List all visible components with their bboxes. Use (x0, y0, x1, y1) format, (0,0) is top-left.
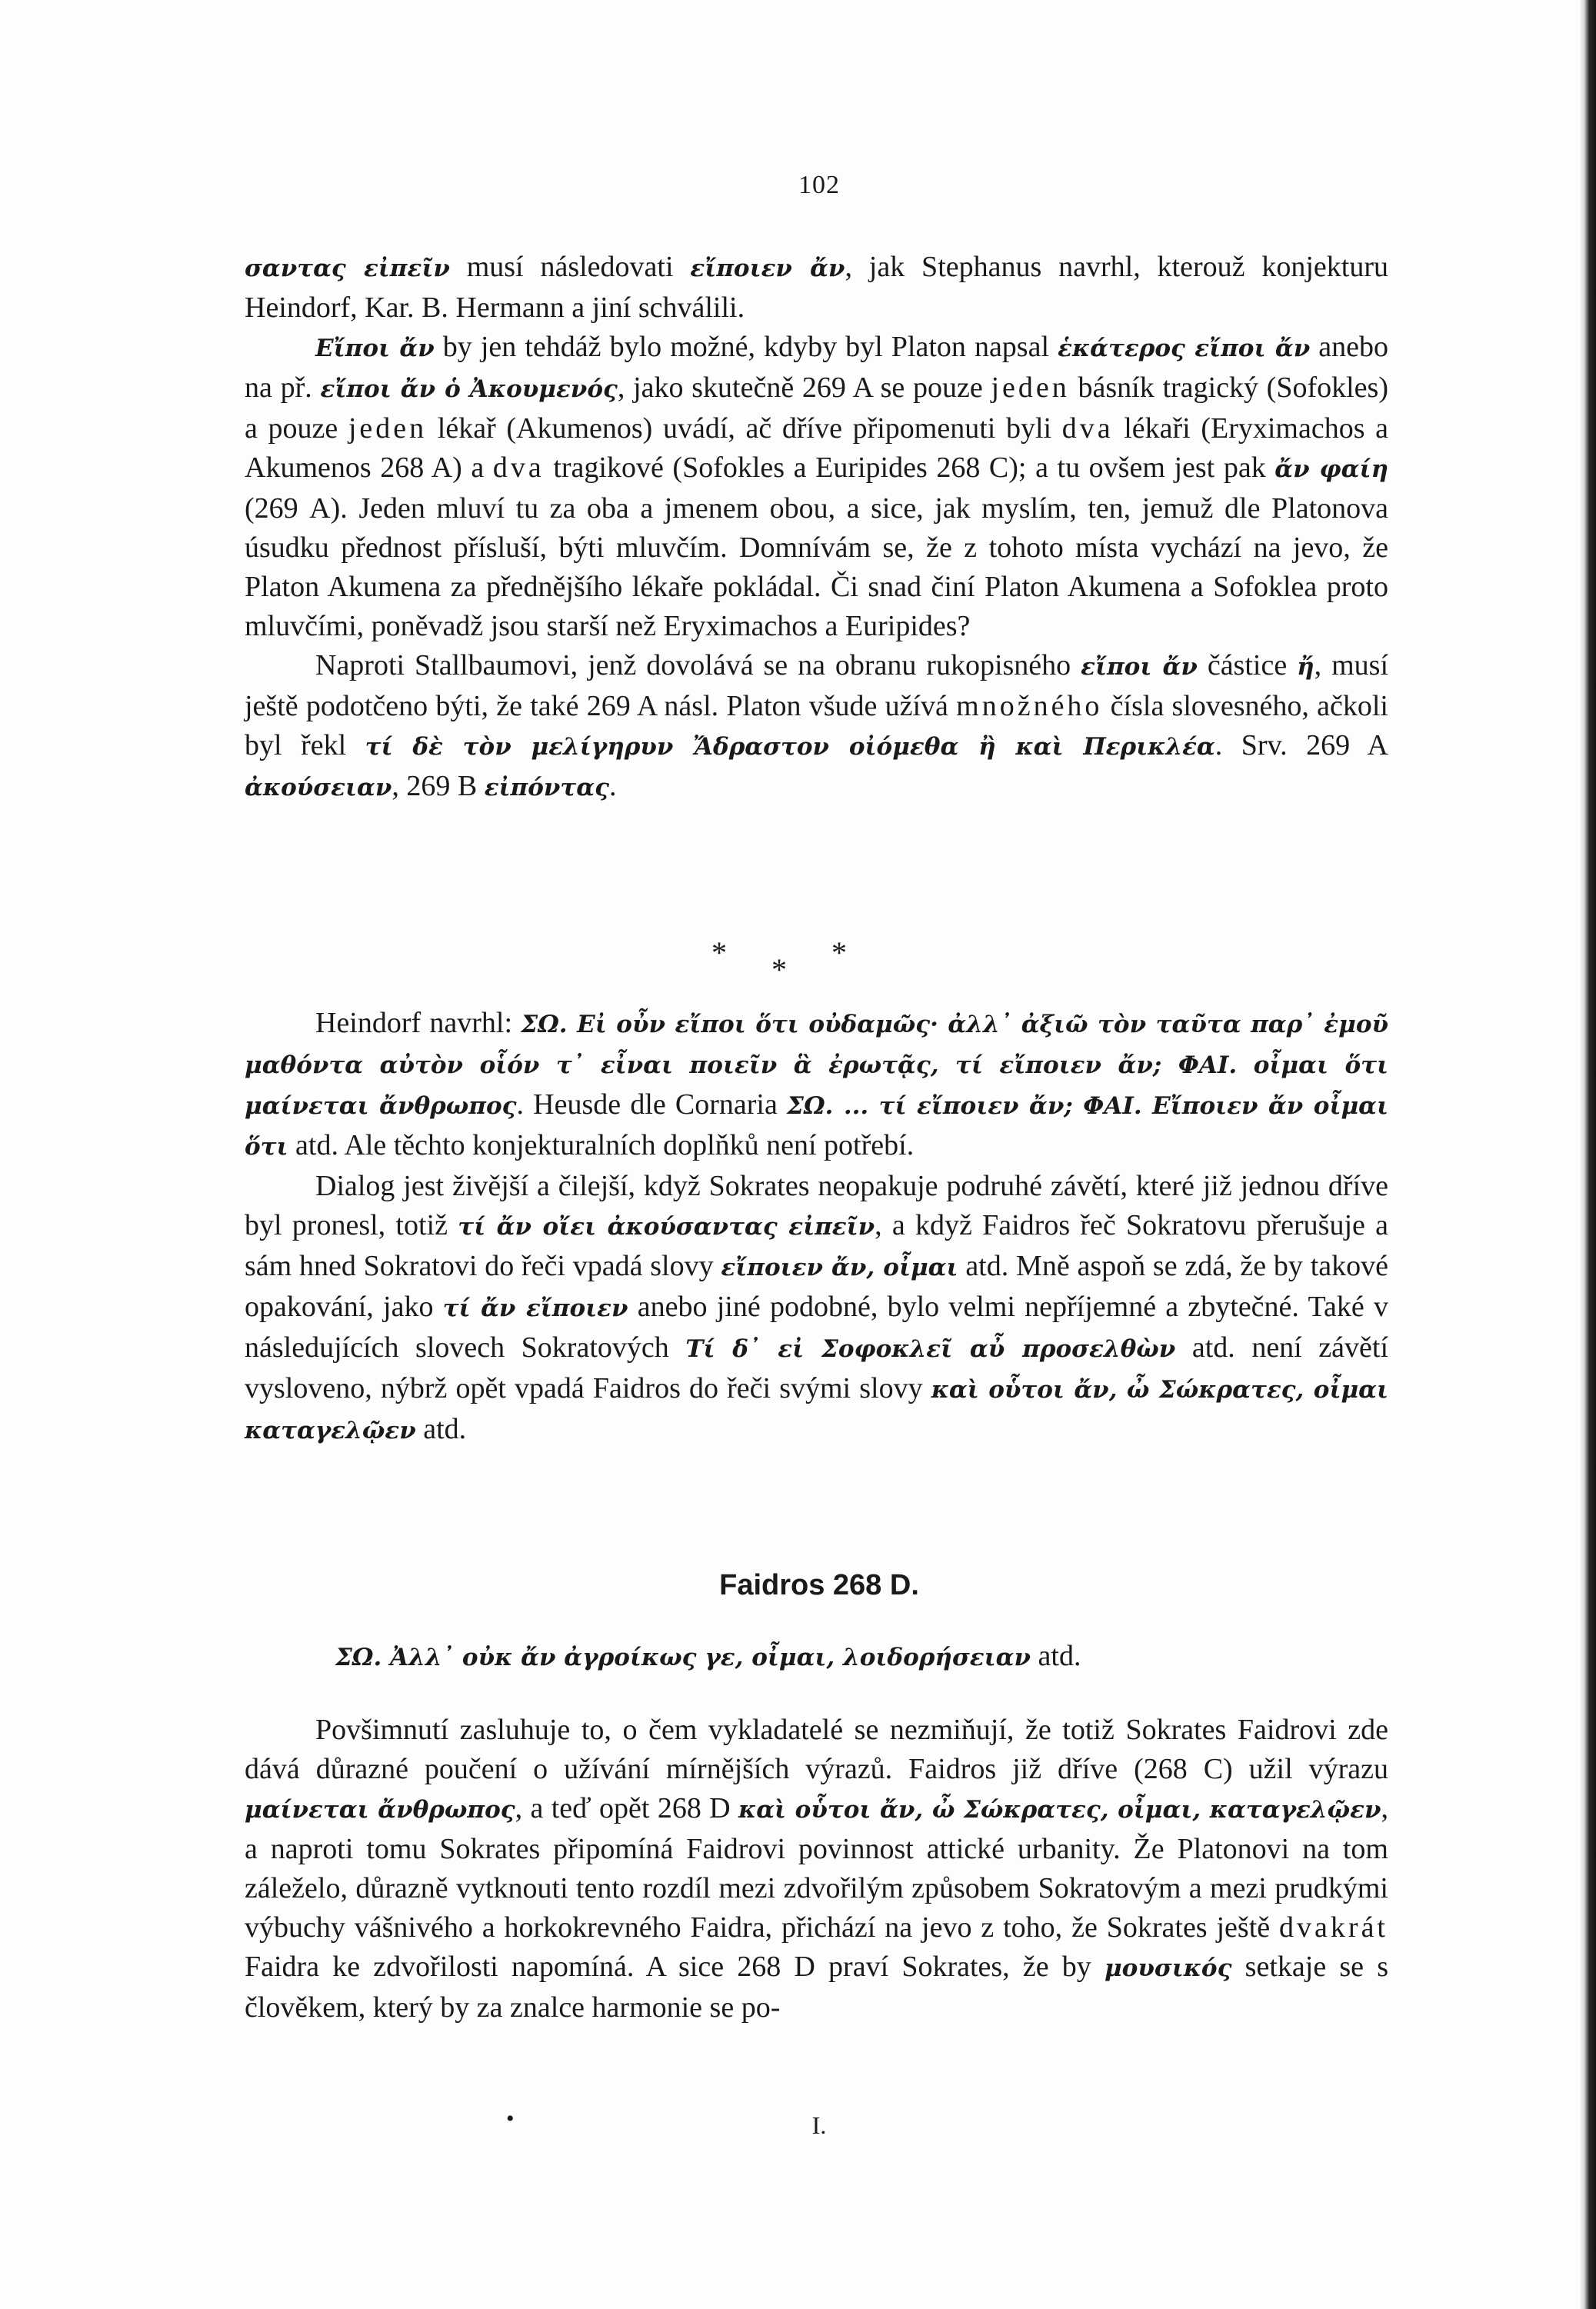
paragraph-1 (245, 248, 1388, 328)
paragraph-5 (245, 1167, 1388, 1451)
greek-text: ΣΩ. Εἰ οὖν εἴποι ὅτι οὐδαμῶς· ἀλλ᾽ ἀξιῶ τὸν ταῦτα παρ᾽ ἐμοῦ μαθόντα αὐτὸν οἷόν τ᾽ εἶναι ποιεῖν ἃ ἐρωτᾷς, τί εἴποιεν ἄν; ΦΑΙ. οἶμαι ὅτι μαίνεται ἄνθρωπος (245, 1011, 1389, 1120)
greek-text: Εἴποι ἄν (315, 335, 435, 362)
greek-quote (245, 1637, 1388, 1678)
page-number: 102 (798, 171, 840, 199)
paragraph-3 (245, 646, 1388, 808)
text-run: , a když Faidros řeč Sokratovu přerušuje a sám hned Sokratovi do řeči vpadá slovy (245, 1209, 1388, 1282)
text-run: (269 A). Jeden mluví tu za oba a jmenem obou, a sice, jak myslím, ten, jemuž dle Platonova úsudku přednost přísluší, býti mluvčím. Domnívám se, že z tohoto místa vychází na jevo, že Platon Akumena za přednějšího lékaře pokládal. Či snad činí Platon Akumena a Sofoklea proto mluvčími, poněvadž jsou starší než Eryximachos a Euripides? (245, 492, 1388, 642)
text-run: anebo jiné podobné, bylo velmi nepříjemné a zbytečné. Také v následujících slovech Sokratových (245, 1291, 1388, 1364)
page-mark-dot: • (506, 2106, 515, 2131)
greek-text: τί ἄν εἴποιεν (442, 1294, 628, 1322)
separator-star: * (831, 935, 847, 970)
greek-text: εἴποιεν ἄν, οἶμαι (721, 1254, 958, 1281)
greek-text: εἴποι ἄν ὁ Ἀκουμενός (320, 375, 618, 403)
text-run: lékař (Akumenos) uvádí, ač dříve připomenuti byli (427, 412, 1062, 445)
text-run: , musí ještě podotčeno býti, že také 269 A násl. Platon všude užívá (245, 649, 1388, 722)
text-run: , 269 B (392, 770, 485, 802)
greek-text: ἤ (1297, 653, 1314, 681)
text-run: čísla slovesného, ačkoli byl řekl (245, 690, 1388, 761)
spaced-text: dvakrát (1279, 1911, 1388, 1944)
greek-text: ΣΩ. Ἀλλ᾽ οὐκ ἄν ἀγροίκως γε, οἶμαι, λοιδορήσειαν (335, 1644, 1031, 1671)
separator-star: * (711, 935, 727, 970)
greek-text: καὶ οὗτοι ἄν, ὦ Σώκρατες, οἶμαι καταγελῷεν (245, 1376, 1388, 1444)
text-run: atd. (1031, 1640, 1081, 1672)
greek-text: εἴποιεν ἄν (690, 255, 845, 282)
text-run: atd. Mně aspoň se zdá, že by takové opakování, jako (245, 1250, 1388, 1323)
text-run: Dialog jest živější a čilejší, když Sokrates neopakuje podruhé závětí, které již jednou dříve byl pronesl, totiž (245, 1170, 1388, 1241)
greek-text: ἄν φαίη (1274, 455, 1388, 483)
text-run: Povšimnutí zasluhuje to, o čem vykladatelé se nezmiňují, že totiž Sokrates Faidrovi zde dává důrazné poučení o užívání mírnějších výrazů. Faidros již dříve (268 C) užil výrazu (245, 1714, 1388, 1785)
signature-mark: I. (811, 2111, 827, 2139)
text-run: atd. není závětí vysloveno, nýbrž opět vpadá Faidros do řeči svými slovy (245, 1331, 1389, 1404)
text-block-1 (245, 248, 1388, 808)
text-block-3 (245, 1711, 1388, 2027)
greek-text: μαίνεται ἄνθρωπος (245, 1796, 515, 1824)
spaced-text: jeden (991, 372, 1070, 404)
text-run: tragikové (Sofokles a Euripides 268 C); a tu ovšem jest pak (544, 451, 1275, 484)
spaced-text: dva (492, 451, 545, 484)
text-run: částice (1197, 649, 1298, 681)
text-run: atd. (415, 1413, 467, 1445)
greek-text: ἀκούσειαν (245, 774, 392, 801)
text-run: atd. Ale těchto konjekturalních doplňků není potřebí. (288, 1129, 915, 1161)
greek-text: ΣΩ. ... τί εἴποιεν ἄν; ΦΑΙ. Εἴποιεν ἄν οἶμαι ὅτι (245, 1092, 1388, 1161)
text-run: Naproti Stallbaumovi, jenž dovolává se na obranu rukopisného (315, 649, 1081, 681)
text-run: , a teď opět 268 D (515, 1792, 738, 1824)
greek-text: σαντας εἰπεῖν (245, 255, 450, 282)
text-run: Faidra ke zdvořilosti napomíná. A sice 268 D praví Sokrates, že by (245, 1951, 1105, 1983)
section-separator (0, 935, 1596, 987)
section-heading: Faidros 268 D. (719, 1569, 919, 1601)
text-run: anebo na př. (245, 331, 1389, 404)
paragraph-2 (245, 328, 1388, 646)
text-run: básník tragický (Sofokles) a pouze (245, 372, 1388, 445)
greek-text: Τί δ᾽ εἰ Σοφοκλεῖ αὖ προσελθὼν (685, 1335, 1176, 1363)
text-run: by jen tehdáž bylo možné, kdyby byl Platon napsal (434, 331, 1058, 363)
spaced-text: dva (1061, 412, 1114, 445)
greek-text: μουσικός (1104, 1954, 1232, 1982)
greek-text: εἰπόντας (484, 774, 610, 801)
greek-text: τί δὲ τὸν μελίγηρυν Ἄδραστον οἰόμεθα ἢ καὶ Περικλέα (365, 733, 1215, 761)
text-run: Heindorf navrhl: (315, 1007, 521, 1039)
text-run: . Heusde dle Cornaria (516, 1088, 788, 1121)
text-run: setkaje se s člověkem, který by za znalce harmonie se po- (245, 1951, 1388, 2024)
text-run: . Srv. 269 A (1214, 729, 1388, 761)
spaced-text: jeden (348, 412, 428, 445)
scan-edge (1579, 0, 1596, 2309)
text-block-2 (245, 1004, 1388, 1451)
text-run: lékaři (Eryximachos a Akumenos 268 A) a (245, 412, 1388, 484)
quote-block (245, 1637, 1388, 1678)
spaced-text: množného (956, 690, 1103, 722)
greek-text: τί ἄν οἴει ἀκούσαντας εἰπεῖν (458, 1213, 875, 1241)
separator-star: * (771, 952, 787, 987)
paragraph-6 (245, 1711, 1388, 2027)
greek-text: εἴποι ἄν (1081, 653, 1198, 681)
text-run: musí následovati (449, 251, 691, 283)
text-run: , jako skutečně 269 A se pouze (617, 372, 991, 404)
greek-text: καὶ οὗτοι ἄν, ὦ Σώκρατες, οἶμαι, καταγελῷεν (738, 1796, 1381, 1824)
text-run: . (609, 770, 617, 802)
greek-text: ἑκάτερος εἴποι ἄν (1058, 335, 1311, 362)
paragraph-4 (245, 1004, 1388, 1167)
text-run: , jak Stephanus navrhl, kterouž konjekturu Heindorf, Kar. B. Hermann a jiní schválili. (245, 251, 1388, 324)
text-run: , a naproti tomu Sokrates připomíná Faidrovi povinnost attické urbanity. Že Platonovi na tom záleželo, důrazně vytknouti tento rozdíl mezi zdvořilým způsobem Sokratovým a mezi prudkými výbuchy vášnivého a horkokrevného Faidra, přichází na jevo z toho, že Sokrates ještě (245, 1792, 1388, 1944)
